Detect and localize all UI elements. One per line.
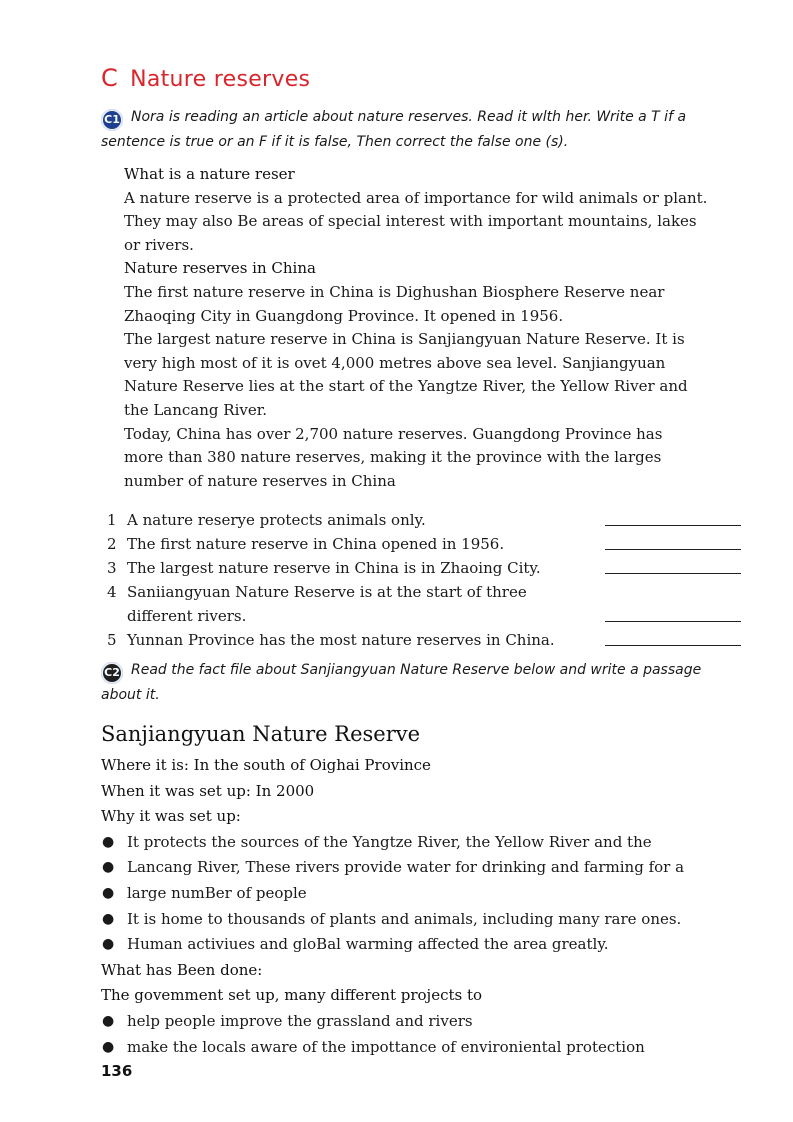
c1-badge-icon: C1 (101, 109, 123, 131)
question-text: A nature reserye protects animals only. (127, 511, 426, 529)
answer-blank-2[interactable] (605, 549, 741, 550)
question-4-continued (107, 604, 747, 628)
question-text: The largest nature reserve in China is in Zhaoing City. (127, 559, 541, 577)
bullet-dot-icon: ● (102, 1038, 115, 1055)
c1-instruction-line-1: Nora is reading an article about nature reserves. Read it wlth her. Write a T if a (131, 109, 687, 125)
question-text: Saniiangyuan Nature Reserve is at the start of three (127, 583, 527, 601)
question-number: 4 (107, 583, 117, 601)
article-line: The first nature reserve in China is Dighushan Biosphere Reserve near (124, 282, 665, 301)
question-number: 3 (107, 559, 117, 577)
article-line: A nature reserve is a protected area of importance for wild animals or plant. (124, 188, 708, 207)
question-number: 2 (107, 535, 117, 553)
c1-instruction (101, 106, 686, 154)
bullet-text: large numBer of people (127, 883, 307, 902)
question-2 (107, 532, 747, 556)
bullet-item (101, 907, 741, 933)
article-line: number of nature reserves in China (124, 471, 396, 490)
question-number: 1 (107, 511, 117, 529)
fact-file-title: Sanjiangyuan Nature Reserve (101, 722, 421, 746)
question-text-continued: different rivers. (127, 607, 247, 625)
fact-file (101, 753, 741, 1060)
answer-blank-3[interactable] (605, 573, 741, 574)
article-line: Today, China has over 2,700 nature reserves. Guangdong Province has (124, 424, 663, 443)
bullet-text: Human activiues and gloBal warming affected the area greatly. (127, 935, 609, 954)
question-text: The first nature reserve in China opened in 1956. (127, 535, 505, 553)
bullet-text: It protects the sources of the Yangtze River, the Yellow River and the (127, 832, 652, 851)
bullet-text: It is home to thousands of plants and animals, including many rare ones. (127, 909, 682, 928)
article-line: Nature Reserve lies at the start of the Yangtze River, the Yellow River and (124, 377, 688, 396)
question-list (107, 508, 747, 652)
bullet-dot-icon: ● (102, 859, 115, 876)
answer-blank-1[interactable] (605, 525, 741, 526)
fact-why-label: Why it was set up: (101, 807, 241, 826)
bullet-dot-icon: ● (102, 936, 115, 953)
article-line: or rivers. (124, 235, 194, 254)
c1-instruction-line-2: sentence is true or an F if it is false, Then correct the false one (s). (101, 134, 569, 150)
fact-where: Where it is: In the south of Oighai Province (101, 756, 431, 774)
article-line: The largest nature reserve in China is Sanjiangyuan Nature Reserve. It is (124, 330, 685, 349)
section-title-text: Nature reserves (130, 67, 311, 92)
c2-badge-icon: C2 (101, 662, 123, 684)
bullet-dot-icon: ● (102, 1012, 115, 1029)
question-3 (107, 556, 747, 580)
bullet-dot-icon: ● (102, 884, 115, 901)
bullet-dot-icon: ● (102, 910, 115, 927)
c2-instruction (101, 659, 701, 707)
fact-done-label: What has Been done: (101, 960, 263, 979)
c2-instruction-line-1: Read the fact file about Sanjiangyuan Nature Reserve below and write a passage (131, 662, 702, 678)
question-text: Yunnan Province has the most nature reserves in China. (127, 631, 555, 649)
article-line: very high most of it is ovet 4,000 metres above sea level. Sanjiangyuan (124, 353, 666, 372)
question-4 (107, 580, 747, 604)
bullet-item (101, 1035, 741, 1061)
article-line: Zhaoqing City in Guangdong Province. It opened in 1956. (124, 306, 564, 325)
article (124, 163, 734, 493)
fact-when: When it was set up: In 2000 (101, 781, 315, 800)
answer-blank-5[interactable] (605, 645, 741, 646)
bullet-text: help people improve the grassland and rivers (127, 1011, 473, 1030)
bullet-item (101, 881, 741, 907)
article-line: more than 380 nature reserves, making it the province with the larges (124, 448, 662, 467)
bullet-item (101, 932, 741, 958)
article-heading-2: Nature reserves in China (124, 259, 316, 278)
bullet-item (101, 855, 741, 881)
answer-blank-4[interactable] (605, 621, 741, 622)
article-heading-1: What is a nature reser (124, 165, 295, 183)
article-line: They may also Be areas of special interest with important mountains, lakes (124, 212, 697, 231)
question-number: 5 (107, 631, 117, 649)
page-number: 136 (101, 1062, 133, 1080)
article-line: the Lancang River. (124, 400, 268, 419)
section-letter: C (101, 64, 119, 92)
bullet-item (101, 830, 741, 856)
bullet-item (101, 1009, 741, 1035)
question-5 (107, 628, 747, 652)
bullet-text: Lancang River, These rivers provide water for drinking and farming for a (127, 858, 685, 877)
bullet-text: make the locals aware of the impottance of environiental protection (127, 1037, 645, 1056)
c2-instruction-line-2: about it. (101, 687, 160, 703)
section-title (101, 64, 310, 92)
question-1 (107, 508, 747, 532)
fact-done-intro: The govemment set up, many different projects to (101, 986, 483, 1005)
bullet-dot-icon: ● (102, 833, 115, 850)
